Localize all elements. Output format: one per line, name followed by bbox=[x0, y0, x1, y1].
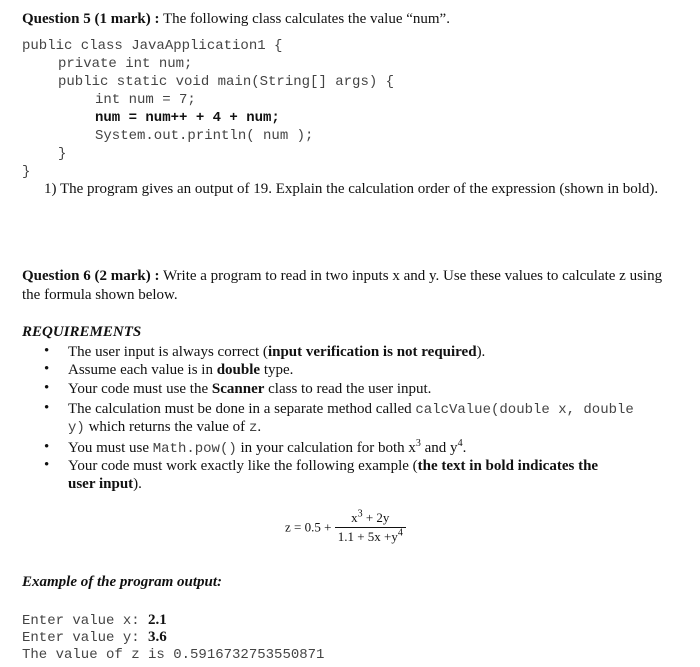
example-input-y: 3.6 bbox=[148, 629, 167, 645]
bullet-icon: • bbox=[44, 343, 50, 359]
question-6-text-line-2: the formula shown below. bbox=[22, 287, 178, 303]
question-6-text-line-1: Write a program to read in two inputs x and y. Use these values to calculate z using bbox=[159, 268, 663, 284]
requirement-2-bold: double bbox=[216, 362, 261, 378]
requirement-4-line-1 bbox=[68, 401, 634, 418]
requirement-6-bold: the text in bold indicates the bbox=[417, 458, 599, 474]
requirement-4-method-signature: calcValue(double x, double bbox=[415, 402, 634, 418]
requirement-3-text: Your code must use the bbox=[68, 381, 212, 397]
requirement-1-end: ). bbox=[476, 344, 486, 360]
requirement-4-method-signature-end: y) bbox=[68, 420, 85, 436]
requirement-6-end: ). bbox=[133, 476, 142, 492]
question-6-heading bbox=[22, 268, 662, 285]
formula-fraction bbox=[335, 510, 406, 545]
requirement-5-text: You must use bbox=[68, 440, 153, 456]
code-line-6: System.out.println( num ); bbox=[95, 128, 314, 144]
formula bbox=[285, 510, 406, 545]
requirement-5-text-3: and y bbox=[420, 440, 458, 456]
formula-num-x: x bbox=[351, 510, 358, 525]
requirement-3-bold: Scanner bbox=[211, 381, 265, 397]
bullet-icon: • bbox=[44, 457, 50, 473]
example-line-2 bbox=[22, 629, 167, 646]
formula-num-sup: 3 bbox=[357, 508, 363, 520]
requirement-1 bbox=[68, 344, 485, 361]
question-6-title: Question 6 (2 mark) : bbox=[22, 268, 160, 284]
requirement-5-text-2: in your calculation for both x bbox=[236, 440, 416, 456]
requirement-1-bold: input verification is not required bbox=[267, 344, 477, 360]
requirement-6-bold-2: user input bbox=[68, 476, 134, 492]
bullet-icon: • bbox=[44, 400, 50, 416]
requirement-5 bbox=[68, 440, 466, 457]
bullet-icon: • bbox=[44, 380, 50, 396]
example-prompt-y: Enter value y: bbox=[22, 630, 149, 646]
requirement-4-end: . bbox=[257, 419, 262, 435]
formula-den-text: 1.1 + 5x +y bbox=[337, 529, 398, 544]
code-line-2: private int num; bbox=[58, 56, 193, 72]
question-5-text: The following class calculates the value “num”. bbox=[159, 11, 450, 27]
code-line-3: public static void main(String[] args) { bbox=[58, 74, 395, 90]
formula-numerator bbox=[335, 510, 406, 528]
example-prompt-x: Enter value x: bbox=[22, 613, 149, 629]
formula-den-sup: 4 bbox=[397, 527, 403, 539]
code-line-1: public class JavaApplication1 { bbox=[22, 38, 283, 54]
code-line-8: } bbox=[22, 164, 31, 180]
requirement-5-sup-3: 3 bbox=[415, 438, 421, 449]
code-line-7: } bbox=[58, 146, 67, 162]
code-line-4: int num = 7; bbox=[95, 92, 196, 108]
requirement-4-var-z: z bbox=[248, 420, 258, 436]
requirement-6-line-2 bbox=[68, 476, 142, 493]
bullet-icon: • bbox=[44, 439, 50, 455]
formula-num-rest: + 2y bbox=[362, 510, 390, 525]
formula-lhs: z = 0.5 + bbox=[285, 519, 335, 535]
requirement-1-text: The user input is always correct ( bbox=[68, 344, 268, 360]
requirement-2 bbox=[68, 362, 293, 379]
bullet-icon: • bbox=[44, 361, 50, 377]
requirement-3 bbox=[68, 381, 431, 398]
requirement-4-line-2 bbox=[68, 419, 261, 436]
requirement-6-line-1 bbox=[68, 458, 598, 475]
formula-denominator bbox=[335, 528, 406, 545]
example-input-x: 2.1 bbox=[148, 612, 167, 628]
question-5-subquestion: 1) The program gives an output of 19. Explain the calculation order of the expression (shown in bold). bbox=[44, 181, 659, 197]
requirement-5-math-pow: Math.pow() bbox=[152, 441, 237, 457]
requirement-2-text: Assume each value is in bbox=[68, 362, 217, 378]
question-5-title: Question 5 (1 mark) : bbox=[22, 11, 160, 27]
requirement-4-text-2: which returns the value of bbox=[84, 419, 249, 435]
example-line-1 bbox=[22, 612, 167, 629]
requirement-3-end: class to read the user input. bbox=[264, 381, 432, 397]
requirement-2-end: type. bbox=[260, 362, 294, 378]
example-line-3: The value of z is 0.5916732753550871 bbox=[22, 647, 325, 663]
example-heading: Example of the program output: bbox=[22, 574, 223, 590]
requirement-6-text: Your code must work exactly like the following example ( bbox=[68, 458, 418, 474]
requirements-heading: REQUIREMENTS bbox=[22, 324, 142, 340]
requirement-5-sup-4: 4 bbox=[457, 438, 463, 449]
question-5-heading bbox=[22, 11, 450, 28]
requirement-4-text: The calculation must be done in a separate method called bbox=[68, 401, 416, 417]
requirement-5-end: . bbox=[462, 440, 467, 456]
code-line-5-bold-expression: num = num++ + 4 + num; bbox=[95, 110, 280, 126]
